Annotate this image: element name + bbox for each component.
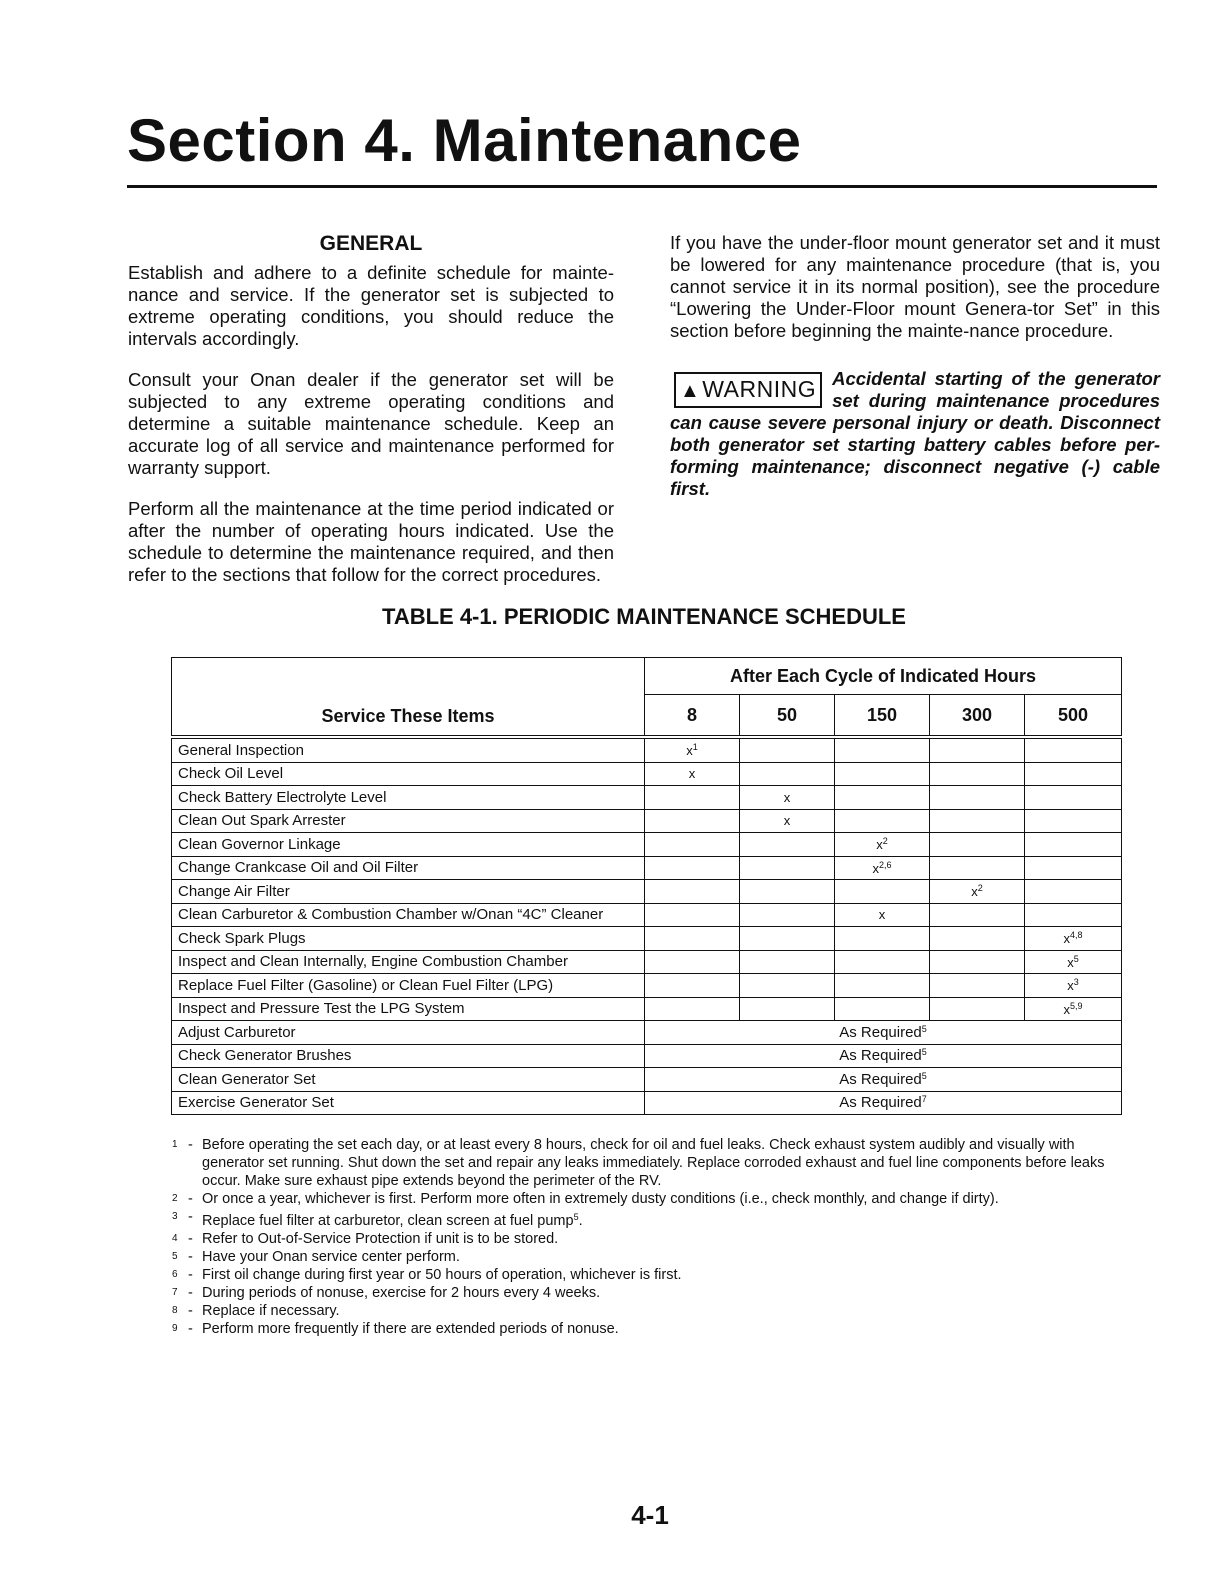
- table-row: [172, 1021, 1122, 1045]
- table-row: [172, 856, 1122, 880]
- footnote-number: 8: [172, 1305, 178, 1316]
- schedule-mark: x: [1063, 1001, 1071, 1017]
- schedule-cell: [835, 950, 930, 974]
- schedule-cell: [740, 762, 835, 786]
- schedule-cell: [1025, 856, 1122, 880]
- service-item: Clean Generator Set: [172, 1068, 645, 1092]
- footnote-dash: -: [188, 1285, 193, 1301]
- as-required-text: As Required: [839, 1047, 922, 1065]
- footnote-text: First oil change during first year or 50 hours of operation, whichever is first.: [202, 1267, 682, 1283]
- warning-label-box: [674, 372, 822, 408]
- footnote-dash: -: [188, 1303, 193, 1319]
- schedule-cell: [740, 880, 835, 904]
- table-title: TABLE 4-1. PERIODIC MAINTENANCE SCHEDULE: [382, 604, 906, 629]
- schedule-mark: x: [971, 884, 978, 900]
- footnote-text: Refer to Out-of-Service Protection if unit is to be stored.: [202, 1231, 559, 1247]
- maintenance-schedule-table: [171, 657, 1122, 1115]
- schedule-cell: [740, 786, 835, 810]
- schedule-cell: [1025, 880, 1122, 904]
- service-item: Inspect and Clean Internally, Engine Combustion Chamber: [172, 950, 645, 974]
- schedule-mark: x: [876, 837, 883, 853]
- footnote-text: Have your Onan service center perform.: [202, 1249, 460, 1265]
- general-column: [128, 232, 614, 605]
- schedule-footnote-ref: 2: [882, 836, 888, 847]
- footnote: [172, 1302, 1127, 1320]
- table-row: [172, 809, 1122, 833]
- footnote-dash: -: [188, 1209, 193, 1225]
- schedule-footnote-ref: 5,9: [1070, 1000, 1083, 1011]
- schedule-cell: [930, 737, 1025, 762]
- table-row: [172, 833, 1122, 857]
- schedule-footnote-ref: 2,6: [878, 859, 892, 870]
- warning-text: Accidental starting of the generator set during maintenance procedures can cause severe personal injury or death. Disconnect both generator set starting battery cables before per-forming maintenance; disconnect negative (-) cable first.: [670, 368, 1160, 499]
- service-item: Clean Out Spark Arrester: [172, 809, 645, 833]
- schedule-mark: x: [1067, 978, 1074, 994]
- page-number: 4-1: [631, 1500, 669, 1530]
- schedule-cell: [835, 974, 930, 998]
- schedule-cell: [645, 997, 740, 1021]
- as-required-cell: [645, 1044, 1122, 1068]
- footnote-number: 1: [172, 1139, 178, 1150]
- schedule-mark: x: [1067, 954, 1074, 970]
- schedule-mark: x: [688, 766, 696, 782]
- footnote-number: 9: [172, 1323, 178, 1334]
- as-required-cell: [645, 1021, 1122, 1045]
- schedule-cell: [645, 974, 740, 998]
- schedule-cell: [645, 856, 740, 880]
- schedule-cell: [930, 833, 1025, 857]
- table-row: [172, 997, 1122, 1021]
- footnote-dash: -: [188, 1231, 193, 1247]
- schedule-cell: [740, 927, 835, 951]
- table-row: [172, 903, 1122, 927]
- footnote-number: 5: [172, 1251, 178, 1262]
- schedule-cell: [835, 833, 930, 857]
- schedule-cell: [835, 809, 930, 833]
- section-title: Section 4. Maintenance: [127, 107, 802, 174]
- table-row: [172, 974, 1122, 998]
- schedule-mark: x: [783, 813, 791, 829]
- schedule-cell: [835, 997, 930, 1021]
- general-paragraph-1: Establish and adhere to a definite schedule for mainte-nance and service. If the generator set is subjected to extreme operating conditions, you should reduce the intervals accordingly.: [128, 262, 614, 349]
- schedule-cell: [930, 997, 1025, 1021]
- schedule-cell: [740, 856, 835, 880]
- schedule-cell: [645, 762, 740, 786]
- schedule-cell: [1025, 974, 1122, 998]
- schedule-cell: [645, 786, 740, 810]
- footnote: [172, 1284, 1127, 1302]
- hour-header-500: 500: [1025, 695, 1122, 738]
- footnote-ref: 5: [573, 1212, 579, 1222]
- table-row: [172, 1068, 1122, 1092]
- service-item: General Inspection: [172, 737, 645, 762]
- schedule-cell: [1025, 786, 1122, 810]
- table-row: [172, 927, 1122, 951]
- schedule-mark: x: [1063, 931, 1071, 947]
- schedule-footnote-ref: 2: [977, 883, 983, 894]
- as-required-text: As Required: [839, 1094, 922, 1112]
- schedule-cell: [740, 997, 835, 1021]
- schedule-footnote-ref: 1: [692, 742, 698, 753]
- schedule-cell: [835, 927, 930, 951]
- schedule-cell: [930, 927, 1025, 951]
- item-header: Service These Items: [172, 658, 645, 738]
- hour-header-150: 150: [835, 695, 930, 738]
- schedule-mark: x: [878, 907, 886, 923]
- footnote-number: 3: [172, 1211, 178, 1222]
- schedule-cell: [740, 833, 835, 857]
- footnote: [172, 1266, 1127, 1284]
- table-row: [172, 786, 1122, 810]
- hours-group-header: After Each Cycle of Indicated Hours: [645, 658, 1122, 695]
- as-required-footnote-ref: 5: [921, 1047, 927, 1058]
- table-row: [172, 737, 1122, 762]
- warning-block: [670, 368, 1160, 500]
- schedule-cell: [930, 762, 1025, 786]
- right-column: [670, 232, 1160, 500]
- schedule-cell: [645, 950, 740, 974]
- schedule-cell: [1025, 950, 1122, 974]
- footnote-text: Perform more frequently if there are extended periods of nonuse.: [202, 1321, 619, 1337]
- general-paragraph-3: Perform all the maintenance at the time period indicated or after the number of operating hours indicated. Use the schedule to determine the maintenance required, and then refer to the sections that follow for the correct procedures.: [128, 498, 614, 585]
- schedule-cell: [835, 762, 930, 786]
- footnote: [172, 1230, 1127, 1248]
- schedule-cell: [1025, 737, 1122, 762]
- footnote-text: Or once a year, whichever is first. Perform more often in extremely dusty conditions (i.e., check monthly, and change if dirty).: [202, 1191, 999, 1207]
- footnote-text: Before operating the set each day, or at least every 8 hours, check for oil and fuel leaks. Check exhaust system audibly and visually with generator set running. Shut down the set and repair any leaks immediately. Replace corroded exhaust and fuel line components before leaks occur. Make sure exhaust pipe extends beyond the perimeter of the RV.: [202, 1137, 1105, 1189]
- hour-header-8: 8: [645, 695, 740, 738]
- table-row: [172, 950, 1122, 974]
- schedule-cell: [835, 737, 930, 762]
- schedule-cell: [645, 880, 740, 904]
- schedule-footnote-ref: 3: [1073, 977, 1079, 988]
- schedule-cell: [740, 974, 835, 998]
- footnote: [172, 1190, 1127, 1208]
- under-floor-paragraph: If you have the under-floor mount generator set and it must be lowered for any maintenance procedure (that is, you cannot service it in its normal position), see the procedure “Lowering the Under-Floor mount Genera-tor Set” in this section before beginning the mainte-nance procedure.: [670, 232, 1160, 341]
- schedule-cell: [930, 950, 1025, 974]
- footnote-text: Replace fuel filter at carburetor, clean screen at fuel pump: [202, 1213, 574, 1229]
- footnote-dash: -: [188, 1191, 193, 1207]
- schedule-cell: [740, 903, 835, 927]
- schedule-cell: [930, 856, 1025, 880]
- hour-header-300: 300: [930, 695, 1025, 738]
- footnote-text: During periods of nonuse, exercise for 2 hours every 4 weeks.: [202, 1285, 601, 1301]
- schedule-cell: [1025, 809, 1122, 833]
- service-item: Check Spark Plugs: [172, 927, 645, 951]
- footnote-number: 6: [172, 1269, 178, 1280]
- schedule-cell: [645, 927, 740, 951]
- service-item: Change Air Filter: [172, 880, 645, 904]
- schedule-mark: x: [686, 743, 693, 759]
- schedule-cell: [645, 809, 740, 833]
- footnote-dash: -: [188, 1137, 193, 1153]
- schedule-cell: [1025, 997, 1122, 1021]
- footnotes: [172, 1136, 1127, 1338]
- service-item: Adjust Carburetor: [172, 1021, 645, 1045]
- table-row: [172, 880, 1122, 904]
- schedule-cell: [835, 856, 930, 880]
- as-required-footnote-ref: 5: [921, 1070, 927, 1081]
- footnote-dash: -: [188, 1249, 193, 1265]
- footnote-dash: -: [188, 1267, 193, 1283]
- general-heading: GENERAL: [319, 232, 423, 255]
- schedule-cell: [645, 833, 740, 857]
- footnote: [172, 1208, 1127, 1230]
- schedule-cell: [835, 786, 930, 810]
- schedule-cell: [1025, 903, 1122, 927]
- schedule-cell: [740, 737, 835, 762]
- schedule-cell: [740, 809, 835, 833]
- service-item: Clean Governor Linkage: [172, 833, 645, 857]
- schedule-footnote-ref: 4,8: [1070, 930, 1083, 941]
- footnote: [172, 1136, 1127, 1190]
- footnote-number: 2: [172, 1193, 178, 1204]
- service-item: Exercise Generator Set: [172, 1091, 645, 1115]
- table-row: [172, 762, 1122, 786]
- as-required-cell: [645, 1091, 1122, 1115]
- schedule-cell: [930, 974, 1025, 998]
- table-row: [172, 1044, 1122, 1068]
- schedule-mark: x: [783, 789, 791, 805]
- schedule-cell: [1025, 927, 1122, 951]
- footnote: [172, 1320, 1127, 1338]
- schedule-cell: [645, 737, 740, 762]
- table-row: [172, 1091, 1122, 1115]
- schedule-cell: [1025, 833, 1122, 857]
- service-item: Change Crankcase Oil and Oil Filter: [172, 856, 645, 880]
- as-required-cell: [645, 1068, 1122, 1092]
- service-item: Replace Fuel Filter (Gasoline) or Clean Fuel Filter (LPG): [172, 974, 645, 998]
- service-item: Clean Carburetor & Combustion Chamber w/Onan “4C” Cleaner: [172, 903, 645, 927]
- hour-header-50: 50: [740, 695, 835, 738]
- schedule-cell: [930, 809, 1025, 833]
- general-paragraph-2: Consult your Onan dealer if the generator set will be subjected to any extreme operating conditions and determine a suitable maintenance schedule. Keep an accurate log of all service and maintenance performed for warranty support.: [128, 369, 614, 478]
- as-required-text: As Required: [839, 1070, 922, 1088]
- footnote-end: .: [578, 1213, 583, 1229]
- footnote-number: 4: [172, 1233, 178, 1244]
- service-item: Inspect and Pressure Test the LPG System: [172, 997, 645, 1021]
- footnote-dash: -: [188, 1321, 193, 1337]
- schedule-footnote-ref: 5: [1073, 953, 1079, 964]
- schedule-cell: [930, 903, 1025, 927]
- service-item: Check Oil Level: [172, 762, 645, 786]
- schedule-cell: [740, 950, 835, 974]
- schedule-mark: x: [872, 860, 879, 876]
- as-required-footnote-ref: 7: [921, 1094, 927, 1105]
- schedule-cell: [930, 786, 1025, 810]
- footnote-text: Replace if necessary.: [202, 1303, 340, 1319]
- as-required-text: As Required: [839, 1023, 922, 1041]
- schedule-cell: [835, 880, 930, 904]
- footnote-number: 7: [172, 1287, 178, 1298]
- footnote: [172, 1248, 1127, 1266]
- schedule-cell: [1025, 762, 1122, 786]
- schedule-cell: [835, 903, 930, 927]
- service-item: Check Battery Electrolyte Level: [172, 786, 645, 810]
- title-divider: [127, 185, 1157, 188]
- schedule-cell: [930, 880, 1025, 904]
- warning-triangle-icon: ▲: [680, 380, 701, 402]
- service-item: Check Generator Brushes: [172, 1044, 645, 1068]
- as-required-footnote-ref: 5: [921, 1023, 927, 1034]
- warning-label: WARNING: [702, 376, 817, 402]
- schedule-cell: [645, 903, 740, 927]
